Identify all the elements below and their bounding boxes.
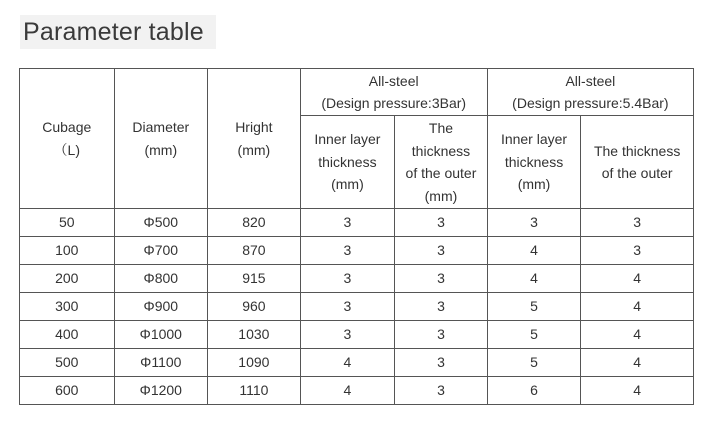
cell-3bar-inner: 3	[300, 321, 395, 349]
cell-5-4bar-outer: 3	[581, 209, 694, 237]
table-row	[20, 237, 694, 265]
cell-height: 915	[208, 265, 301, 293]
cell-5-4bar-outer: 4	[581, 349, 694, 377]
header-row-top	[20, 69, 694, 116]
cell-5-4bar-outer: 4	[581, 293, 694, 321]
cell-3bar-inner: 3	[300, 265, 395, 293]
cell-diameter: Φ1000	[114, 321, 208, 349]
cell-3bar-inner: 3	[300, 293, 395, 321]
cell-diameter: Φ500	[114, 209, 208, 237]
cell-5-4bar-outer: 4	[581, 377, 694, 405]
cell-height: 1090	[208, 349, 301, 377]
parameter-table	[19, 68, 694, 405]
cell-5-4bar-inner: 4	[487, 265, 581, 293]
cell-cubage: 300	[20, 293, 115, 321]
cell-5-4bar-inner: 4	[487, 237, 581, 265]
cell-3bar-inner: 3	[300, 237, 395, 265]
cell-diameter: Φ700	[114, 237, 208, 265]
cell-diameter: Φ1100	[114, 349, 208, 377]
cell-diameter: Φ800	[114, 265, 208, 293]
cell-cubage: 200	[20, 265, 115, 293]
cell-height: 960	[208, 293, 301, 321]
cell-cubage: 600	[20, 377, 115, 405]
cell-5-4bar-inner: 5	[487, 349, 581, 377]
page-title: Parameter table	[20, 15, 216, 49]
header-cubage: Cubage （L)	[20, 69, 115, 209]
cell-3bar-outer: 3	[395, 321, 488, 349]
cell-3bar-inner: 4	[300, 377, 395, 405]
header-5-4bar-outer-thickness: The thickness of the outer	[581, 116, 694, 209]
cell-5-4bar-outer: 3	[581, 237, 694, 265]
cell-5-4bar-inner: 6	[487, 377, 581, 405]
cell-3bar-outer: 3	[395, 237, 488, 265]
cell-3bar-outer: 3	[395, 209, 488, 237]
header-group-3bar: All-steel (Design pressure:3Bar)	[300, 69, 487, 116]
cell-3bar-inner: 4	[300, 349, 395, 377]
header-group-5-4bar: All-steel (Design pressure:5.4Bar)	[487, 69, 693, 116]
header-3bar-outer-thickness: The thickness of the outer (mm)	[395, 116, 488, 209]
cell-5-4bar-outer: 4	[581, 265, 694, 293]
cell-height: 820	[208, 209, 301, 237]
cell-height: 1110	[208, 377, 301, 405]
cell-height: 1030	[208, 321, 301, 349]
cell-cubage: 50	[20, 209, 115, 237]
cell-3bar-outer: 3	[395, 349, 488, 377]
cell-3bar-outer: 3	[395, 265, 488, 293]
header-3bar-inner-thickness: Inner layer thickness (mm)	[300, 116, 395, 209]
cell-5-4bar-inner: 3	[487, 209, 581, 237]
cell-height: 870	[208, 237, 301, 265]
header-diameter: Diameter (mm)	[114, 69, 208, 209]
table-row	[20, 349, 694, 377]
cell-5-4bar-outer: 4	[581, 321, 694, 349]
cell-3bar-outer: 3	[395, 293, 488, 321]
cell-3bar-outer: 3	[395, 377, 488, 405]
table-row	[20, 209, 694, 237]
cell-cubage: 400	[20, 321, 115, 349]
cell-diameter: Φ900	[114, 293, 208, 321]
cell-cubage: 100	[20, 237, 115, 265]
cell-diameter: Φ1200	[114, 377, 208, 405]
cell-5-4bar-inner: 5	[487, 293, 581, 321]
table-row	[20, 265, 694, 293]
table-row	[20, 377, 694, 405]
cell-cubage: 500	[20, 349, 115, 377]
header-5-4bar-inner-thickness: Inner layer thickness (mm)	[487, 116, 581, 209]
cell-3bar-inner: 3	[300, 209, 395, 237]
table-row	[20, 321, 694, 349]
table-row	[20, 293, 694, 321]
header-height: Hright (mm)	[208, 69, 301, 209]
cell-5-4bar-inner: 5	[487, 321, 581, 349]
